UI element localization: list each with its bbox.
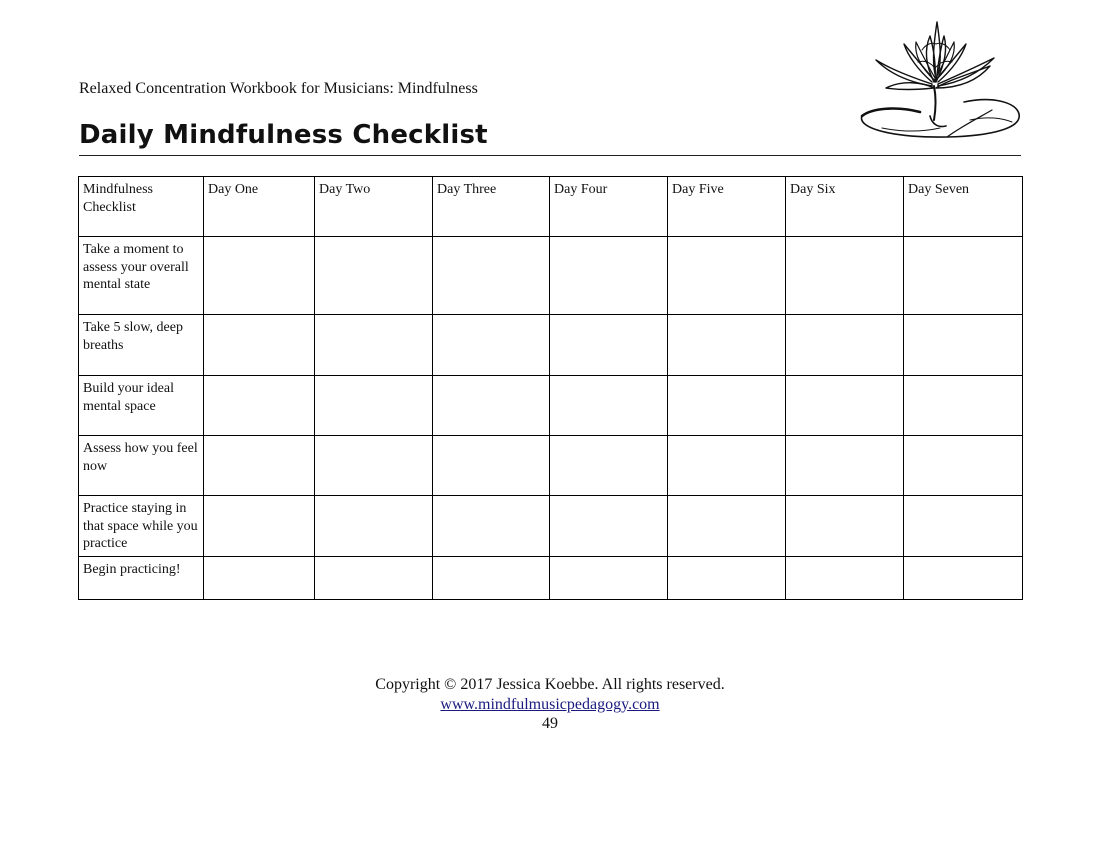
- copyright-notice: Copyright © 2017 Jessica Koebbe. All rights reserved.: [375, 676, 725, 693]
- checklist-item-label: Take a moment to assess your overall mental state: [79, 237, 204, 315]
- check-cell[interactable]: [550, 436, 668, 496]
- check-cell[interactable]: [668, 436, 786, 496]
- lotus-icon: [852, 16, 1024, 142]
- table-row: [79, 237, 1023, 315]
- check-cell[interactable]: [433, 496, 550, 557]
- column-header-day-seven: Day Seven: [904, 177, 1023, 237]
- column-header-day-four: Day Four: [550, 177, 668, 237]
- running-head: Relaxed Concentration Workbook for Musicians: Mindfulness: [79, 80, 478, 97]
- check-cell[interactable]: [550, 376, 668, 436]
- check-cell[interactable]: [433, 315, 550, 376]
- check-cell[interactable]: [550, 315, 668, 376]
- check-cell[interactable]: [668, 376, 786, 436]
- column-header-day-two: Day Two: [315, 177, 433, 237]
- check-cell[interactable]: [904, 436, 1023, 496]
- column-header-day-one: Day One: [204, 177, 315, 237]
- check-cell[interactable]: [315, 436, 433, 496]
- check-cell[interactable]: [904, 376, 1023, 436]
- check-cell[interactable]: [315, 315, 433, 376]
- check-cell[interactable]: [904, 315, 1023, 376]
- check-cell[interactable]: [204, 436, 315, 496]
- check-cell[interactable]: [668, 496, 786, 557]
- table-header-row: [79, 177, 1023, 237]
- page-title: Daily Mindfulness Checklist: [79, 120, 488, 150]
- checklist-item-label: Take 5 slow, deep breaths: [79, 315, 204, 376]
- mindfulness-checklist-table: [78, 176, 1023, 600]
- check-cell[interactable]: [204, 496, 315, 557]
- column-header-checklist: Mindfulness Checklist: [79, 177, 204, 237]
- check-cell[interactable]: [668, 557, 786, 600]
- check-cell[interactable]: [433, 376, 550, 436]
- checklist-item-label: Begin practicing!: [79, 557, 204, 600]
- check-cell[interactable]: [786, 376, 904, 436]
- title-divider: [79, 155, 1021, 156]
- check-cell[interactable]: [433, 557, 550, 600]
- check-cell[interactable]: [904, 237, 1023, 315]
- check-cell[interactable]: [204, 376, 315, 436]
- checklist-item-label: Practice staying in that space while you practice: [79, 496, 204, 557]
- check-cell[interactable]: [786, 315, 904, 376]
- check-cell[interactable]: [433, 436, 550, 496]
- check-cell[interactable]: [786, 436, 904, 496]
- page-number: 49: [542, 715, 558, 732]
- check-cell[interactable]: [786, 237, 904, 315]
- checklist-item-label: Build your ideal mental space: [79, 376, 204, 436]
- check-cell[interactable]: [786, 496, 904, 557]
- column-header-day-five: Day Five: [668, 177, 786, 237]
- check-cell[interactable]: [315, 376, 433, 436]
- checklist-item-label: Assess how you feel now: [79, 436, 204, 496]
- table-row: [79, 315, 1023, 376]
- check-cell[interactable]: [204, 315, 315, 376]
- table-row: [79, 557, 1023, 600]
- check-cell[interactable]: [550, 496, 668, 557]
- check-cell[interactable]: [315, 496, 433, 557]
- check-cell[interactable]: [433, 237, 550, 315]
- check-cell[interactable]: [904, 557, 1023, 600]
- check-cell[interactable]: [904, 496, 1023, 557]
- check-cell[interactable]: [204, 557, 315, 600]
- check-cell[interactable]: [668, 315, 786, 376]
- page-footer: [0, 675, 1100, 734]
- website-link[interactable]: www.mindfulmusicpedagogy.com: [440, 695, 660, 713]
- check-cell[interactable]: [315, 237, 433, 315]
- table-row: [79, 496, 1023, 557]
- check-cell[interactable]: [315, 557, 433, 600]
- column-header-day-six: Day Six: [786, 177, 904, 237]
- check-cell[interactable]: [550, 237, 668, 315]
- column-header-day-three: Day Three: [433, 177, 550, 237]
- table-row: [79, 376, 1023, 436]
- check-cell[interactable]: [786, 557, 904, 600]
- table-row: [79, 436, 1023, 496]
- check-cell[interactable]: [550, 557, 668, 600]
- check-cell[interactable]: [204, 237, 315, 315]
- check-cell[interactable]: [668, 237, 786, 315]
